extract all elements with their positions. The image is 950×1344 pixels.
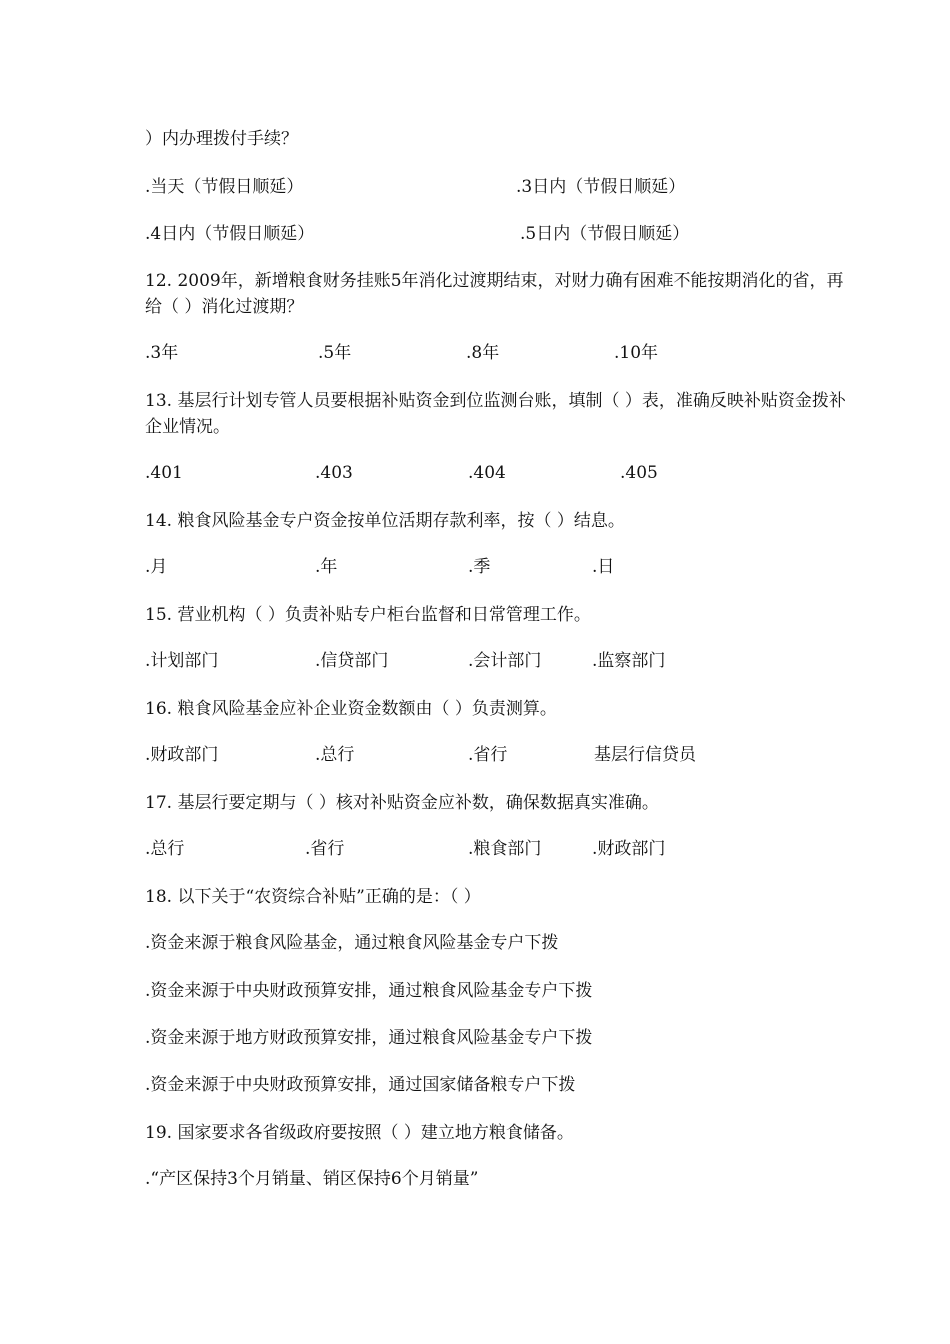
q17-option-b: .省行 — [305, 839, 345, 859]
question-18: 18. 以下关于“农资综合补贴”正确的是：（ ） — [145, 887, 481, 907]
q12-option-c: .8年 — [466, 343, 500, 363]
q13-option-b: .403 — [315, 463, 353, 483]
question-17: 17. 基层行要定期与（ ）核对补贴资金应补数，确保数据真实准确。 — [145, 793, 659, 813]
q11-option-a: .当天（节假日顺延） — [145, 177, 304, 197]
question-19: 19. 国家要求各省级政府要按照（ ）建立地方粮食储备。 — [145, 1123, 574, 1143]
question-12: 12. 2009年，新增粮食财务挂账5年消化过渡期结束，对财力确有困难不能按期消化的省，再给（ ）消化过渡期？ — [145, 271, 844, 317]
q17-option-c: .粮食部门 — [468, 839, 542, 859]
question-14: 14. 粮食风险基金专户资金按单位活期存款利率，按（ ）结息。 — [145, 511, 625, 531]
q12-option-a: .3年 — [145, 343, 179, 363]
q13-option-c: .404 — [468, 463, 506, 483]
q18-option-d: .资金来源于中央财政预算安排，通过国家储备粮专户下拨 — [145, 1075, 576, 1095]
q13-option-d: .405 — [620, 463, 658, 483]
q13-option-a: .401 — [145, 463, 183, 483]
q18-option-b: .资金来源于中央财政预算安排，通过粮食风险基金专户下拨 — [145, 981, 593, 1001]
question-15: 15. 营业机构（ ）负责补贴专户柜台监督和日常管理工作。 — [145, 605, 591, 625]
q18-option-c: .资金来源于地方财政预算安排，通过粮食风险基金专户下拨 — [145, 1028, 593, 1048]
q14-option-d: .日 — [592, 557, 615, 577]
q18-option-a: .资金来源于粮食风险基金，通过粮食风险基金专户下拨 — [145, 933, 559, 953]
q15-option-c: .会计部门 — [468, 651, 542, 671]
q15-option-b: .信贷部门 — [315, 651, 389, 671]
q19-option-a: .“产区保持3个月销量、销区保持6个月销量” — [145, 1169, 479, 1189]
q17-option-d: .财政部门 — [592, 839, 666, 859]
q14-option-a: .月 — [145, 557, 168, 577]
q12-option-d: .10年 — [614, 343, 659, 363]
q16-option-d: 基层行信贷员 — [594, 745, 696, 765]
q16-option-b: .总行 — [315, 745, 355, 765]
question-continuation: ）内办理拨付手续？ — [145, 129, 298, 149]
q11-option-d: .5日内（节假日顺延） — [520, 224, 690, 244]
q14-option-b: .年 — [315, 557, 338, 577]
q14-option-c: .季 — [468, 557, 491, 577]
q15-option-a: .计划部门 — [145, 651, 219, 671]
q16-option-a: .财政部门 — [145, 745, 219, 765]
q16-option-c: .省行 — [468, 745, 508, 765]
q11-option-c: .4日内（节假日顺延） — [145, 224, 315, 244]
question-13: 13. 基层行计划专管人员要根据补贴资金到位监测台账，填制（ ）表，准确反映补贴资金拨补企业情况。 — [145, 391, 846, 437]
q15-option-d: .监察部门 — [592, 651, 666, 671]
question-16: 16. 粮食风险基金应补企业资金数额由（ ）负责测算。 — [145, 699, 557, 719]
q12-option-b: .5年 — [318, 343, 352, 363]
q17-option-a: .总行 — [145, 839, 185, 859]
q11-option-b: .3日内（节假日顺延） — [516, 177, 686, 197]
